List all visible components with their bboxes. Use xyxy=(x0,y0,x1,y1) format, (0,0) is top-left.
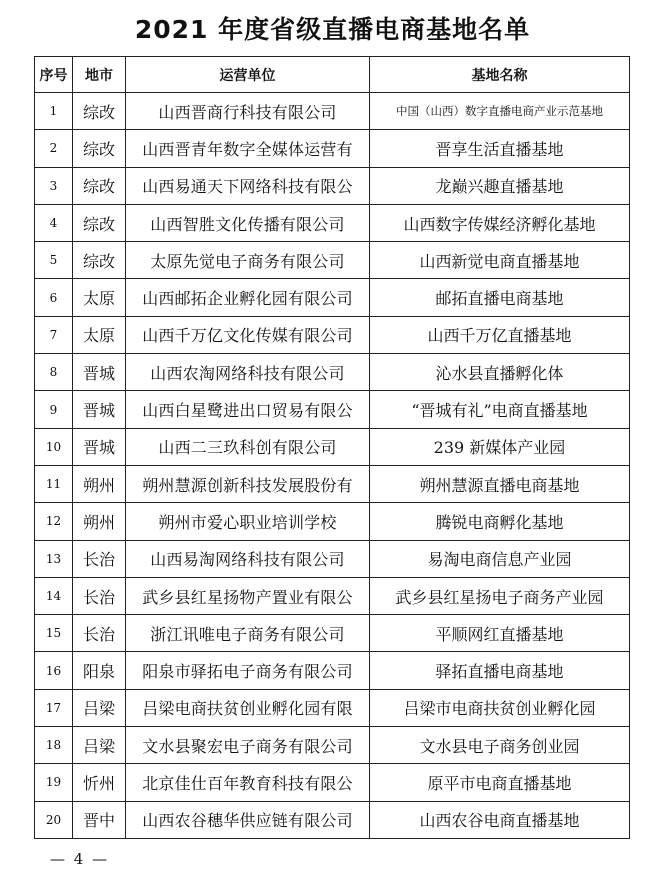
cell-city: 朔州 xyxy=(73,503,126,540)
cell-city: 综改 xyxy=(73,93,126,130)
cell-company: 山西智胜文化传播有限公司 xyxy=(126,204,370,241)
cell-no: 8 xyxy=(35,354,73,391)
cell-city: 综改 xyxy=(73,204,126,241)
cell-no: 5 xyxy=(35,242,73,279)
table-row xyxy=(35,764,630,801)
header-company: 运营单位 xyxy=(126,57,370,93)
table-header-row xyxy=(35,57,630,93)
cell-no: 2 xyxy=(35,130,73,167)
header-base: 基地名称 xyxy=(370,57,630,93)
cell-city: 晋中 xyxy=(73,801,126,838)
cell-city: 太原 xyxy=(73,279,126,316)
cell-no: 19 xyxy=(35,764,73,801)
cell-company: 山西易通天下网络科技有限公 xyxy=(126,167,370,204)
table-row xyxy=(35,727,630,764)
table-row xyxy=(35,465,630,502)
cell-base: 山西千万亿直播基地 xyxy=(370,316,630,353)
cell-base: 239 新媒体产业园 xyxy=(370,428,630,465)
cell-city: 综改 xyxy=(73,167,126,204)
table-row xyxy=(35,93,630,130)
table-row xyxy=(35,801,630,838)
table-row xyxy=(35,167,630,204)
table-row xyxy=(35,428,630,465)
cell-no: 9 xyxy=(35,391,73,428)
table-row xyxy=(35,204,630,241)
cell-no: 12 xyxy=(35,503,73,540)
cell-company: 朔州市爱心职业培训学校 xyxy=(126,503,370,540)
cell-base: 山西新觉电商直播基地 xyxy=(370,242,630,279)
cell-city: 长治 xyxy=(73,540,126,577)
table-row xyxy=(35,615,630,652)
cell-city: 太原 xyxy=(73,316,126,353)
cell-base: 原平市电商直播基地 xyxy=(370,764,630,801)
table-row xyxy=(35,130,630,167)
cell-city: 忻州 xyxy=(73,764,126,801)
cell-company: 山西易淘网络科技有限公司 xyxy=(126,540,370,577)
table-body xyxy=(35,93,630,839)
cell-no: 18 xyxy=(35,727,73,764)
cell-company: 山西晋商行科技有限公司 xyxy=(126,93,370,130)
cell-base: “晋城有礼”电商直播基地 xyxy=(370,391,630,428)
cell-base: 山西农谷电商直播基地 xyxy=(370,801,630,838)
cell-city: 吕梁 xyxy=(73,727,126,764)
cell-company: 朔州慧源创新科技发展股份有 xyxy=(126,465,370,502)
cell-company: 北京佳仕百年教育科技有限公 xyxy=(126,764,370,801)
cell-city: 长治 xyxy=(73,615,126,652)
cell-city: 晋城 xyxy=(73,428,126,465)
cell-city: 晋城 xyxy=(73,354,126,391)
cell-company: 山西农谷穗华供应链有限公司 xyxy=(126,801,370,838)
cell-city: 综改 xyxy=(73,242,126,279)
cell-company: 山西千万亿文化传媒有限公司 xyxy=(126,316,370,353)
cell-company: 太原先觉电子商务有限公司 xyxy=(126,242,370,279)
cell-no: 17 xyxy=(35,689,73,726)
table-row xyxy=(35,242,630,279)
page-title: 2021 年度省级直播电商基地名单 xyxy=(134,15,531,44)
cell-no: 7 xyxy=(35,316,73,353)
cell-company: 文水县聚宏电子商务有限公司 xyxy=(126,727,370,764)
cell-base: 吕梁市电商扶贫创业孵化园 xyxy=(370,689,630,726)
table-row xyxy=(35,652,630,689)
cell-no: 11 xyxy=(35,465,73,502)
cell-base: 中国（山西）数字直播电商产业示范基地 xyxy=(370,93,630,130)
cell-base: 龙巅兴趣直播基地 xyxy=(370,167,630,204)
table-row xyxy=(35,354,630,391)
cell-company: 山西二三玖科创有限公司 xyxy=(126,428,370,465)
cell-base: 驿拓直播电商基地 xyxy=(370,652,630,689)
cell-base: 文水县电子商务创业园 xyxy=(370,727,630,764)
cell-base: 朔州慧源直播电商基地 xyxy=(370,465,630,502)
cell-city: 吕梁 xyxy=(73,689,126,726)
cell-company: 山西白星鹭进出口贸易有限公 xyxy=(126,391,370,428)
cell-company: 吕梁电商扶贫创业孵化园有限 xyxy=(126,689,370,726)
page-number: — 4 — xyxy=(50,850,110,868)
cell-no: 10 xyxy=(35,428,73,465)
table-row xyxy=(35,391,630,428)
cell-base: 山西数字传媒经济孵化基地 xyxy=(370,204,630,241)
table-row xyxy=(35,540,630,577)
table-row xyxy=(35,316,630,353)
table-row xyxy=(35,577,630,614)
cell-city: 综改 xyxy=(73,130,126,167)
cell-city: 长治 xyxy=(73,577,126,614)
cell-company: 山西邮拓企业孵化园有限公司 xyxy=(126,279,370,316)
cell-base: 腾锐电商孵化基地 xyxy=(370,503,630,540)
table-row xyxy=(35,279,630,316)
cell-no: 13 xyxy=(35,540,73,577)
header-no: 序号 xyxy=(35,57,73,93)
cell-no: 4 xyxy=(35,204,73,241)
cell-company: 山西晋青年数字全媒体运营有 xyxy=(126,130,370,167)
cell-no: 20 xyxy=(35,801,73,838)
base-list-table xyxy=(34,56,630,839)
cell-no: 3 xyxy=(35,167,73,204)
cell-city: 阳泉 xyxy=(73,652,126,689)
cell-company: 山西农淘网络科技有限公司 xyxy=(126,354,370,391)
cell-company: 阳泉市驿拓电子商务有限公司 xyxy=(126,652,370,689)
cell-no: 1 xyxy=(35,93,73,130)
cell-base: 平顺网红直播基地 xyxy=(370,615,630,652)
cell-base: 晋享生活直播基地 xyxy=(370,130,630,167)
cell-no: 6 xyxy=(35,279,73,316)
header-city: 地市 xyxy=(73,57,126,93)
table-row xyxy=(35,689,630,726)
table-row xyxy=(35,503,630,540)
cell-base: 武乡县红星扬电子商务产业园 xyxy=(370,577,630,614)
cell-city: 晋城 xyxy=(73,391,126,428)
cell-company: 武乡县红星扬物产置业有限公 xyxy=(126,577,370,614)
cell-base: 沁水县直播孵化体 xyxy=(370,354,630,391)
cell-no: 14 xyxy=(35,577,73,614)
cell-city: 朔州 xyxy=(73,465,126,502)
cell-company: 浙江讯唯电子商务有限公司 xyxy=(126,615,370,652)
cell-base: 易淘电商信息产业园 xyxy=(370,540,630,577)
cell-no: 15 xyxy=(35,615,73,652)
cell-no: 16 xyxy=(35,652,73,689)
cell-base: 邮拓直播电商基地 xyxy=(370,279,630,316)
